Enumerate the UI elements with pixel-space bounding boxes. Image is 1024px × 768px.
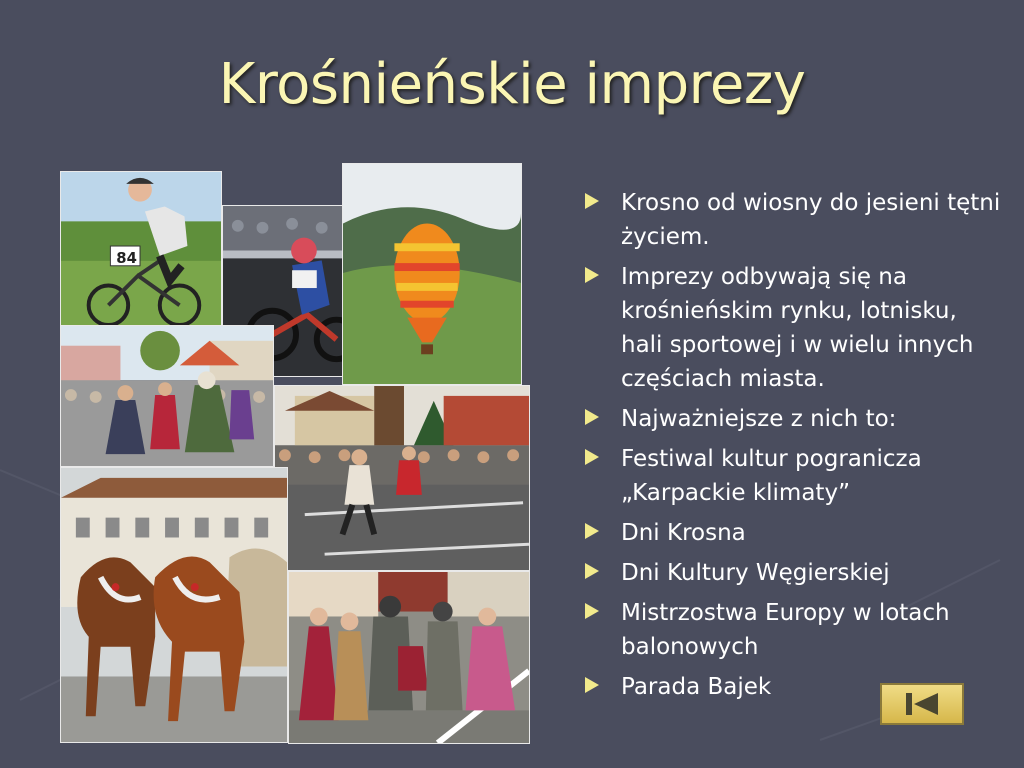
bullet-item bbox=[585, 260, 1005, 396]
back-to-start-button[interactable] bbox=[880, 683, 964, 725]
bullet-item bbox=[585, 402, 1005, 436]
bullet-text: Parada Bajek bbox=[621, 674, 772, 700]
bullet-text: Dni Kultury Węgierskiej bbox=[621, 560, 890, 586]
bullet-text: Mistrzostwa Europy w lotach balonowych bbox=[621, 600, 950, 660]
cyclist-number: 84 bbox=[116, 249, 137, 267]
photo-knights-fight bbox=[274, 385, 530, 571]
photo-medieval-costumes bbox=[60, 325, 274, 467]
bullet-arrow-icon bbox=[585, 449, 599, 465]
bullet-arrow-icon bbox=[585, 523, 599, 539]
bullet-item bbox=[585, 186, 1005, 254]
bullet-arrow-icon bbox=[585, 603, 599, 619]
bullet-text: Krosno od wiosny do jesieni tętni życiem. bbox=[621, 190, 1001, 250]
bullet-item bbox=[585, 556, 1005, 590]
photo-parade bbox=[288, 571, 530, 744]
slide-title: Krośnieńskie imprezy bbox=[218, 52, 806, 117]
bullet-text: Festiwal kultur pogranicza „Karpackie klimaty” bbox=[621, 446, 922, 506]
bullet-arrow-icon bbox=[585, 267, 599, 283]
bullet-text: Imprezy odbywają się na krośnieńskim rynku, lotnisku, hali sportowej i w wielu innych częściach miasta. bbox=[621, 264, 974, 392]
bullet-arrow-icon bbox=[585, 409, 599, 425]
bullet-arrow-icon bbox=[585, 563, 599, 579]
bullet-arrow-icon bbox=[585, 677, 599, 693]
bullet-item bbox=[585, 516, 1005, 550]
bullet-list bbox=[585, 186, 1005, 710]
skip-back-icon bbox=[900, 689, 944, 719]
photo-cyclist bbox=[60, 171, 222, 326]
bullet-text: Dni Krosna bbox=[621, 520, 746, 546]
bullet-item bbox=[585, 596, 1005, 664]
photo-horse-carriage bbox=[60, 467, 288, 743]
bullet-arrow-icon bbox=[585, 193, 599, 209]
bullet-item bbox=[585, 442, 1005, 510]
bullet-text: Najważniejsze z nich to: bbox=[621, 406, 897, 432]
photo-balloon bbox=[342, 163, 522, 385]
